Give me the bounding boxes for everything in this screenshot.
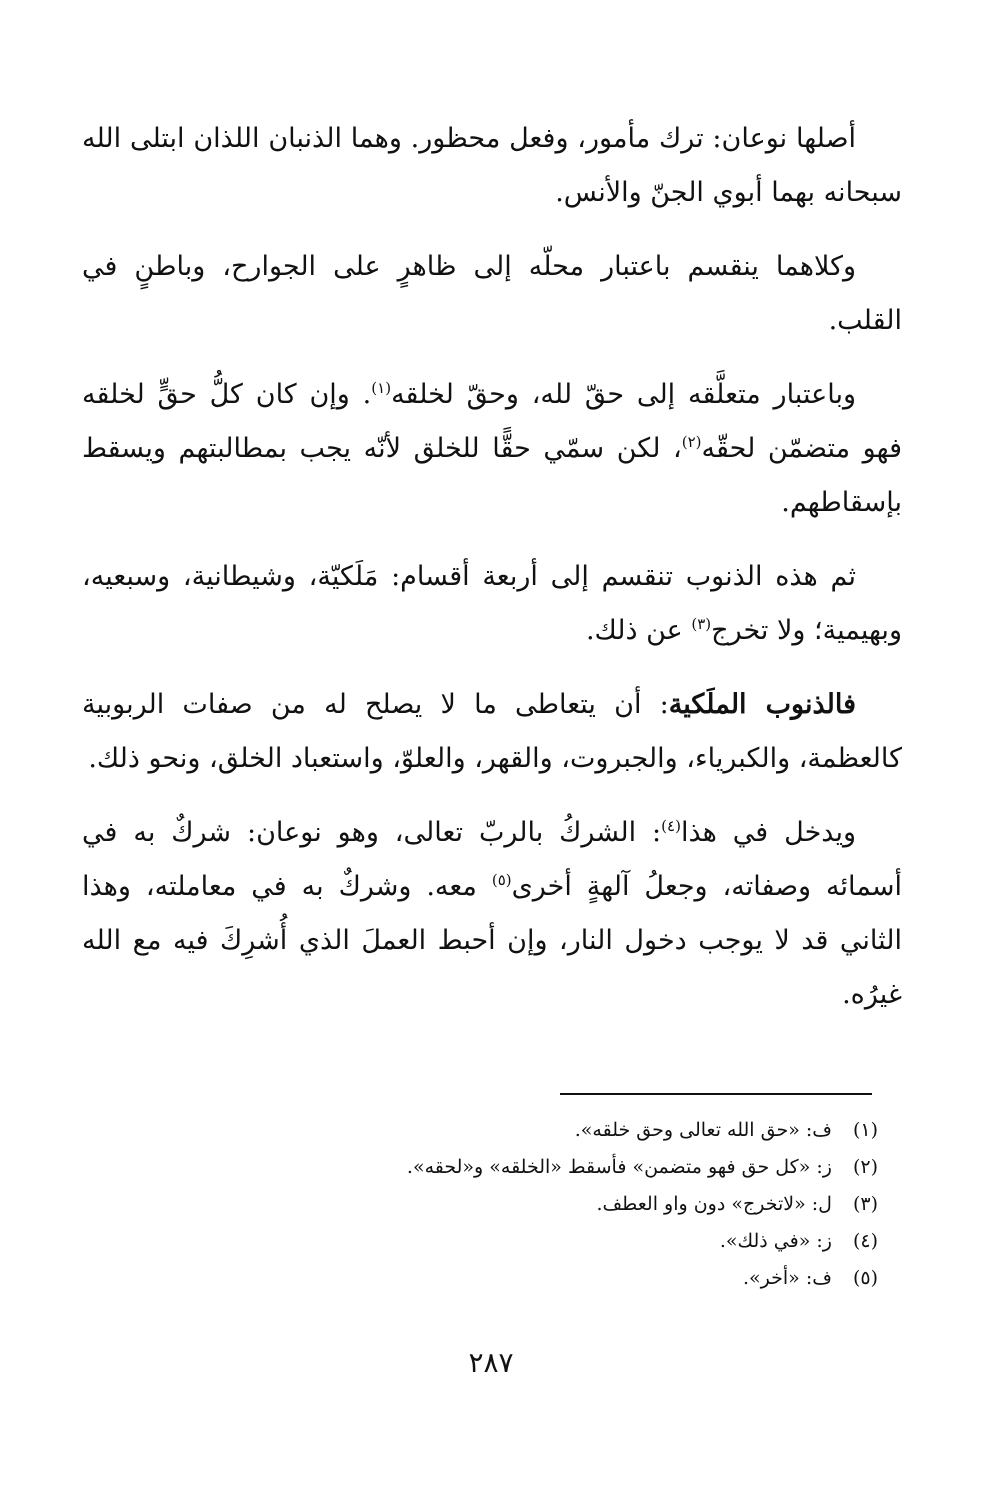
footnotes <box>82 1112 902 1297</box>
footnote-3 <box>82 1186 902 1223</box>
paragraph-text: . وإن كان كلُّ حقٍّ لخلقه فهو متضمّن لحقّه <box>82 379 902 464</box>
footnote-4 <box>82 1223 902 1260</box>
paragraph-text: : أن يتعاطى ما لا يصلح له من صفات الربوبية كالعظمة، والكبرياء، والجبروت، والقهر، والعلوّ، واستعباد الخلق، ونحو ذلك. <box>82 689 902 774</box>
paragraph-text: أصلها نوعان: ترك مأمور، وفعل محظور. وهما الذنبان اللذان ابتلى الله سبحانه بهما أبوي الجنّ والأنس. <box>82 123 902 208</box>
paragraph-text: ويدخل في هذا <box>680 817 856 848</box>
footnote-ref-1[interactable]: (١) <box>371 379 392 397</box>
footnote-ref-5[interactable]: (٥) <box>491 871 512 889</box>
paragraph-1 <box>82 112 902 220</box>
page-number: ٢٨٧ <box>468 1346 514 1379</box>
footnote-number: (٢) <box>852 1156 878 1178</box>
footnote-number: (٣) <box>852 1193 878 1215</box>
paragraph-text: : الشركُ بالربّ تعالى، وهو نوعان: شركٌ به في أسمائه وصفاته، وجعلُ آلهةٍ أخرى <box>82 817 902 902</box>
footnote-5 <box>82 1260 902 1297</box>
footnote-number: (١) <box>852 1119 878 1141</box>
paragraph-3 <box>82 368 902 530</box>
footnote-text: ف: «أخر». <box>743 1267 832 1289</box>
footnote-1 <box>82 1112 902 1149</box>
footnote-ref-3[interactable]: (٣) <box>691 615 712 633</box>
paragraph-2 <box>82 240 902 348</box>
paragraph-text: معه. وشركٌ به في معاملته، وهذا الثاني قد لا يوجب دخول النار، وإن أحبط العملَ الذي أُشرِكَ فيه مع الله غيرُه. <box>82 871 902 1010</box>
main-text <box>82 112 902 1042</box>
footnote-text: ز: «في ذلك». <box>719 1230 832 1252</box>
paragraph-lead-term: فالذنوب الملَكية <box>668 689 856 720</box>
paragraph-text: ، لكن سمّي حقًّا للخلق لأنّه يجب بمطالبتهم ويسقط بإسقاطهم. <box>82 433 902 518</box>
paragraph-text: وكلاهما ينقسم باعتبار محلّه إلى ظاهرٍ على الجوارح، وباطنٍ في القلب. <box>82 251 902 336</box>
footnote-number: (٤) <box>852 1230 878 1252</box>
footnote-text: ل: «لاتخرج» دون واو العطف. <box>596 1193 832 1215</box>
footnote-text: ف: «حق الله تعالى وحق خلقه». <box>574 1119 832 1141</box>
paragraph-text: ثم هذه الذنوب تنقسم إلى أربعة أقسام: مَلَكيّة، وشيطانية، وسبعيه، وبهيمية؛ ولا تخرج <box>82 561 902 646</box>
paragraph-4 <box>82 550 902 658</box>
paragraph-6 <box>82 806 902 1022</box>
footnote-2 <box>82 1149 902 1186</box>
footnote-ref-4[interactable]: (٤) <box>661 817 681 835</box>
footnote-ref-2[interactable]: (٢) <box>681 433 702 451</box>
paragraph-text: عن ذلك. <box>585 615 692 646</box>
footnote-text: ز: «كل حق فهو متضمن» فأسقط «الخلقه» و«لحقه». <box>406 1156 832 1178</box>
paragraph-text: وباعتبار متعلَّقه إلى حقّ لله، وحقّ لخلقه <box>391 379 856 410</box>
footnote-number: (٥) <box>852 1267 878 1289</box>
paragraph-5 <box>82 678 902 786</box>
footnote-divider <box>560 1093 872 1095</box>
